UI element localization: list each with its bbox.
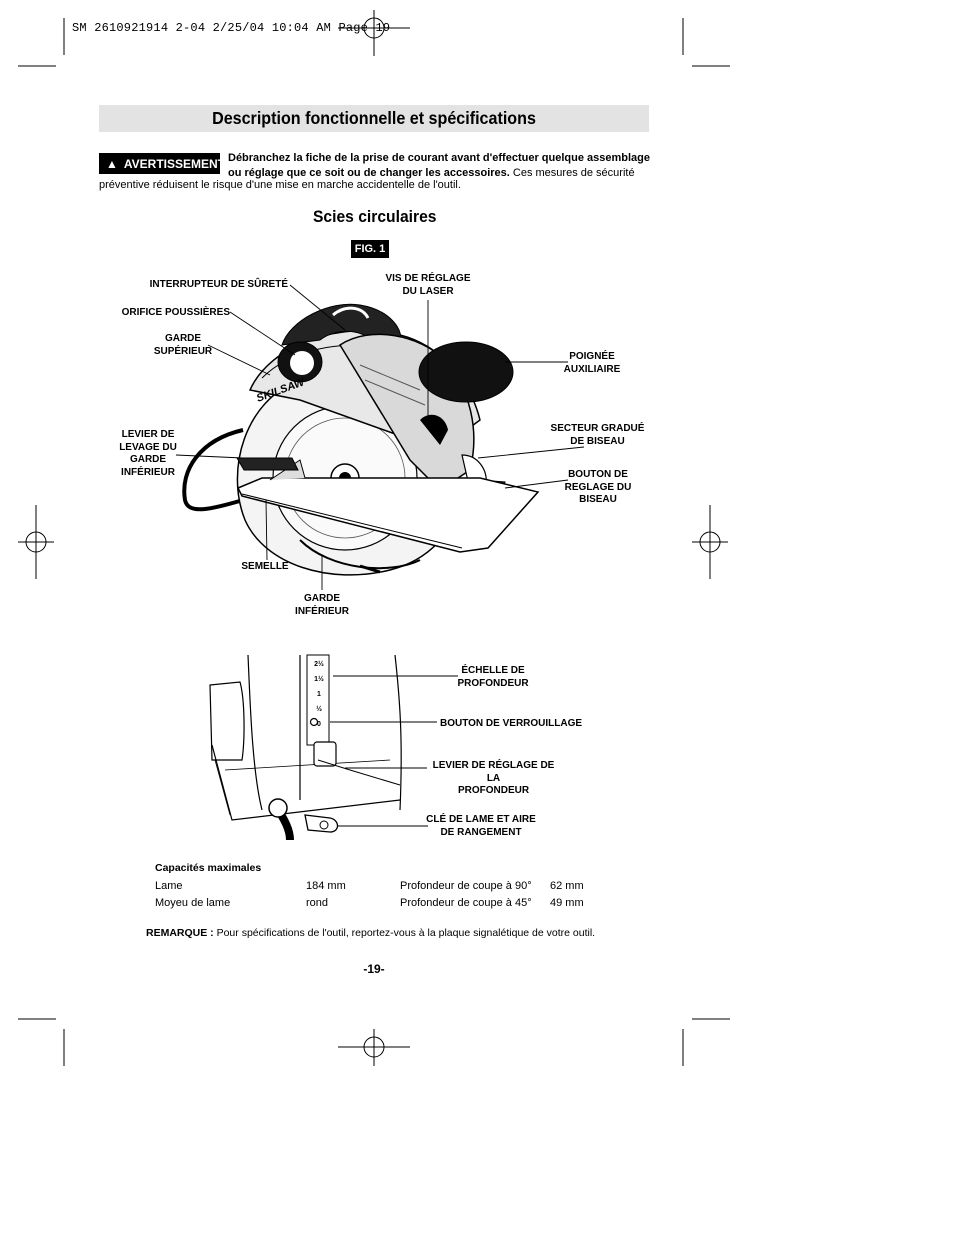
label-poignee-line1: POIGNÉE bbox=[569, 351, 615, 362]
spec-row-2-label2: Profondeur de coupe à 45° bbox=[400, 897, 532, 909]
label-vis-line2: DU LASER bbox=[402, 285, 454, 297]
label-bouton-line3: BISEAU bbox=[579, 494, 617, 505]
section-title-bar bbox=[99, 105, 649, 132]
warning-bold-text: Débranchez la fiche de la prise de courant avant d'effectuer quelque assemblage ou réglage que ce soit ou de changer les accessoires. bbox=[228, 152, 650, 179]
label-cle-line1: CLÉ DE LAME ET AIRE bbox=[426, 814, 536, 825]
spec-row-1-value2: 62 mm bbox=[550, 880, 584, 892]
depth-scale-mark: 2½ bbox=[314, 661, 324, 668]
label-garde-inferieur-line1: GARDE bbox=[303, 593, 341, 604]
label-cle-lame bbox=[425, 814, 537, 839]
label-secteur-line1: SECTEUR GRADUÉ bbox=[550, 423, 645, 434]
note bbox=[146, 927, 595, 939]
depth-scale-mark: 1 bbox=[317, 691, 321, 698]
depth-scale-mark: ½ bbox=[316, 706, 322, 713]
spec-row-1-label: Lame bbox=[155, 880, 183, 892]
label-levier-line1: LEVIER DE bbox=[121, 429, 175, 440]
label-levier-garde bbox=[113, 429, 183, 479]
label-echelle-line1: ÉCHELLE DE bbox=[461, 665, 525, 676]
specs-heading: Capacités maximales bbox=[155, 862, 262, 874]
warning-text bbox=[228, 151, 650, 180]
warning-badge-label: AVERTISSEMENT bbox=[123, 156, 226, 171]
warning-triangle-icon: ▲ bbox=[106, 156, 118, 171]
label-echelle bbox=[448, 665, 538, 690]
section-title: Description fonctionnelle et spécifications bbox=[212, 108, 536, 128]
print-slug: SM 2610921914 2-04 2/25/04 10:04 AM Page 19 bbox=[72, 21, 391, 35]
label-bouton-biseau bbox=[562, 469, 634, 507]
label-levier-prof-line1: LEVIER DE RÉGLAGE DE LA bbox=[432, 760, 555, 784]
leader-lines-fig2 bbox=[330, 676, 458, 826]
depth-adjust-illustration bbox=[210, 655, 401, 840]
circular-saw-illustration bbox=[184, 304, 538, 575]
label-levier-line4: INFÉRIEUR bbox=[121, 466, 175, 478]
label-garde-superieur-line1: GARDE bbox=[164, 333, 202, 344]
subsection-title: Scies circulaires bbox=[313, 207, 437, 226]
label-semelle: SEMELLE bbox=[241, 561, 289, 572]
label-secteur-gradue bbox=[550, 423, 645, 448]
label-levier-line2: LEVAGE DU bbox=[119, 441, 177, 453]
label-echelle-line2: PROFONDEUR bbox=[457, 677, 529, 689]
figure-badge: FIG. 1 bbox=[351, 240, 389, 258]
depth-scale bbox=[309, 657, 329, 732]
warning-badge bbox=[99, 153, 226, 174]
label-interrupteur: INTERRUPTEUR DE SÛRETÉ bbox=[149, 279, 288, 290]
label-poignee bbox=[556, 351, 628, 376]
label-garde-superieur bbox=[148, 333, 218, 358]
label-levier-profondeur bbox=[426, 760, 561, 798]
label-verrouillage: BOUTON DE VERROUILLAGE bbox=[440, 718, 583, 729]
label-vis-line1: VIS DE RÉGLAGE bbox=[385, 273, 471, 284]
label-garde-inferieur-line2: INFÉRIEUR bbox=[295, 605, 349, 617]
spec-row-2-value: rond bbox=[306, 897, 329, 909]
label-levier-prof-line2: PROFONDEUR bbox=[457, 785, 530, 796]
label-orifice: ORIFICE POUSSIÈRES bbox=[121, 307, 230, 318]
spec-row-1-label2: Profondeur de coupe à 90° bbox=[400, 880, 532, 892]
label-bouton-line2: REGLAGE DU bbox=[564, 481, 632, 493]
label-bouton-line1: BOUTON DE bbox=[568, 469, 628, 480]
note-text: Pour spécifications de l'outil, reportez-vous à la plaque signalétique de votre outil. bbox=[216, 927, 596, 939]
spec-row-2-label: Moyeu de lame bbox=[155, 897, 231, 909]
spec-row-1-value: 184 mm bbox=[306, 880, 346, 892]
warning-normal-head: Ces mesures de sécurité bbox=[512, 166, 635, 179]
label-garde-superieur-line2: SUPÉRIEUR bbox=[153, 345, 213, 357]
warning-continuation: préventive réduisent le risque d'une mise en marche accidentelle de l'outil. bbox=[99, 179, 461, 191]
label-garde-inferieur bbox=[287, 593, 357, 618]
label-levier-line3: GARDE bbox=[129, 454, 167, 465]
label-cle-line2: DE RANGEMENT bbox=[440, 826, 522, 838]
page-number: -19- bbox=[363, 962, 385, 976]
label-secteur-line2: DE BISEAU bbox=[570, 435, 625, 447]
label-poignee-line2: AUXILIAIRE bbox=[563, 363, 621, 375]
note-label: REMARQUE : bbox=[146, 927, 214, 939]
label-vis-laser bbox=[383, 273, 473, 298]
brand-logo: SKILSAW bbox=[254, 376, 307, 405]
depth-scale-mark: 0 bbox=[317, 721, 321, 728]
depth-scale-mark: 1½ bbox=[314, 676, 324, 683]
spec-row-2-value2: 49 mm bbox=[550, 897, 584, 909]
